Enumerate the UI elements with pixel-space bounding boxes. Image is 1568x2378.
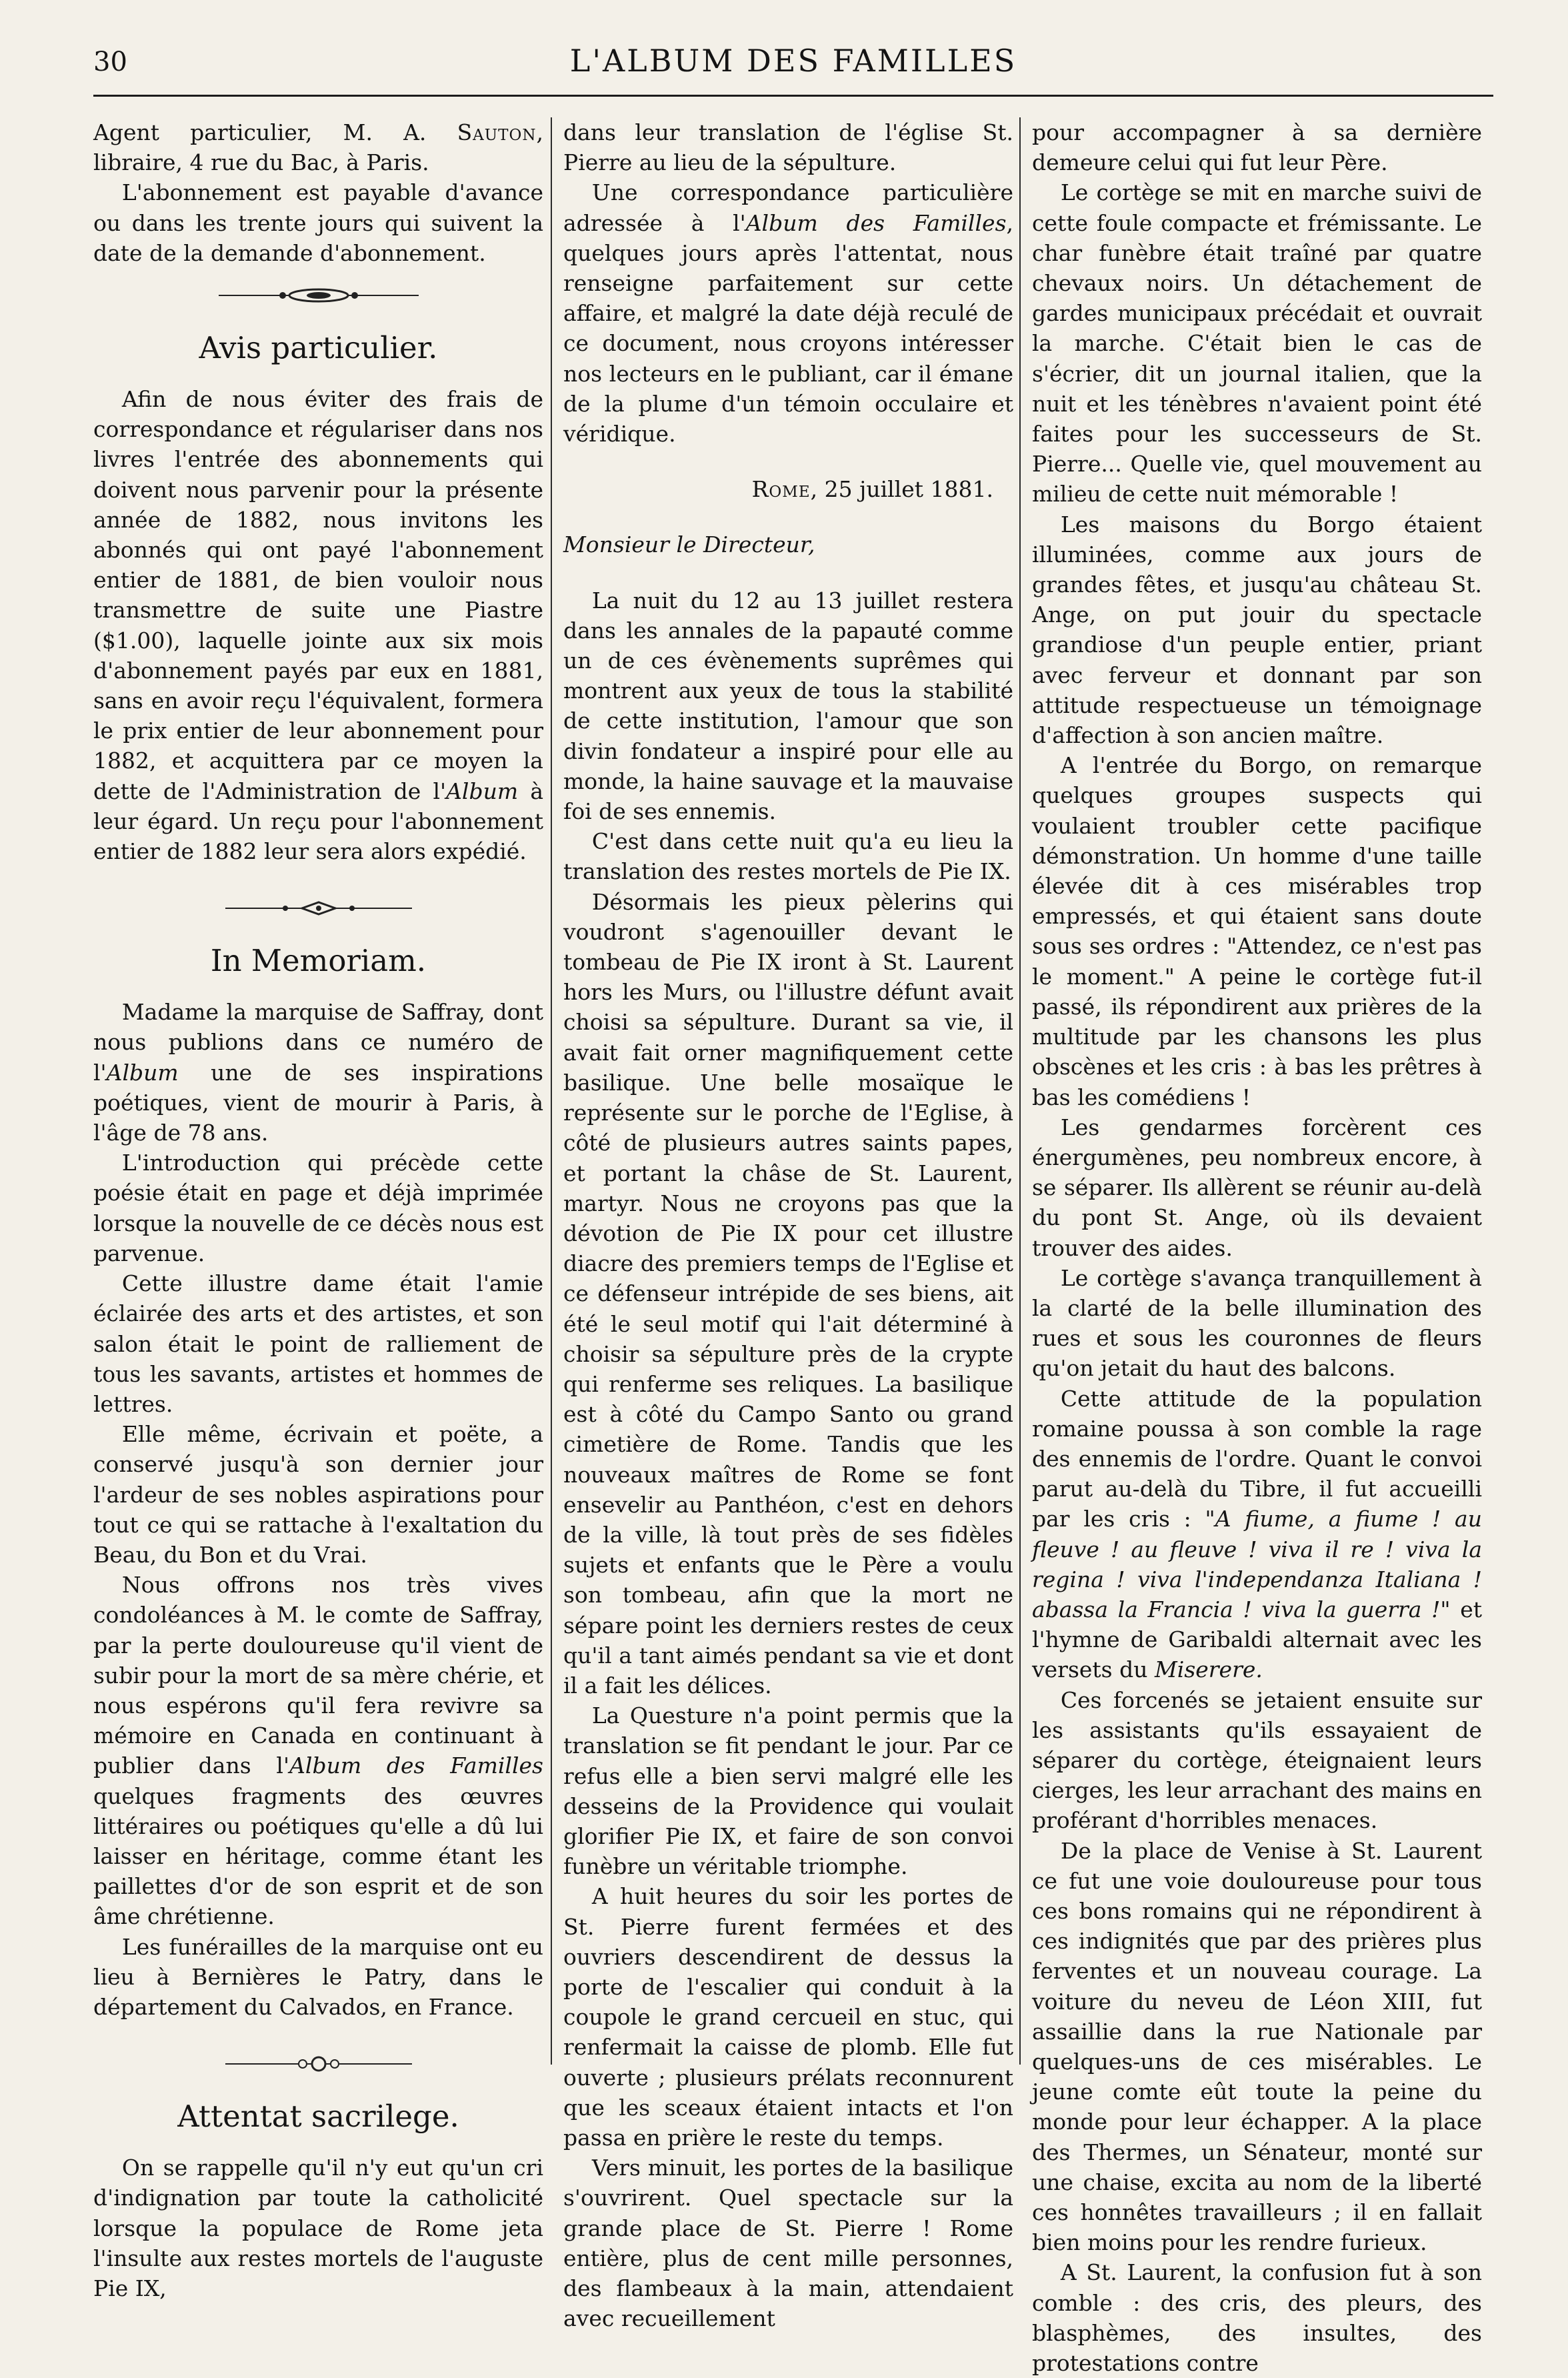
article-paragraph: Les maisons du Borgo étaient illuminées, comme aux jours de grandes fêtes, et jusqu'au château St. Ange, on put jouir du spectacle grandiose d'un peuple entier, priant avec ferveur et donnant par son attitude respectueuse un témoignage d'affection à son ancien maître. (1032, 511, 1482, 749)
ornament-divider (93, 893, 543, 922)
page-header (93, 40, 1493, 93)
column-1 (93, 117, 543, 2303)
article-paragraph: Cette attitude de la population romaine poussa à son comble la rage des ennemis de l'ordre. Quant le convoi parut au-delà du Tibre, il fut accueilli par les cris : "A fiume, a fiume ! au fleuve ! au fleuve ! viva il re ! viva la regina ! viva l'independanza Italiana ! abassa la Francia ! viva la guerra !" et l'hymne de Garibaldi alternait avec les versets du Miserere. (1032, 1385, 1482, 1683)
agent-paragraph: Agent particulier, M. A. Sauton, libraire, 4 rue du Bac, à Paris. (93, 119, 543, 176)
ornament-divider (93, 2049, 543, 2078)
memoriam-heading: In Memoriam. (210, 943, 427, 979)
article-paragraph: La Questure n'a point permis que la translation se fit pendant le jour. Par ce refus elle a bien servi malgré elle les desseins de la Providence qui voulait glorifier Pie IX, et faire de son convoi funèbre un véritable triomphe. (563, 1702, 1013, 1880)
memoriam-paragraph: Cette illustre dame était l'amie éclairée des arts et des artistes, et son salon était le point de ralliement de tous les savants, artistes et hommes de lettres. (93, 1270, 543, 1417)
attentat-paragraph: On se rappelle qu'il n'y eut qu'un cri d'indignation par toute la catholicité lorsque la populace de Rome jeta l'insulte aux restes mortels de l'auguste Pie IX, (93, 2155, 543, 2301)
article-paragraph: Désormais les pieux pèlerins qui voudront s'agenouiller devant le tombeau de Pie IX iront à St. Laurent hors les Murs, ou l'illustre défunt avait choisi sa sépulture. Durant sa vie, il avait fait orner magnifiquement cette basilique. Une belle mosaïque le représente sur le porche de l'Eglise, à côté de plusieurs autres saints papes, et portant la châse de St. Laurent, martyr. Nous ne croyons pas que la dévotion de Pie IX pour cet illustre diacre des premiers temps de l'Eglise et ce défenseur intrépide de ses biens, ait été le seul motif qui l'ait déterminé à choisir sa sépulture près de la crypte qui renferme ses reliques. La basilique est à côté du Campo Santo ou grand cimetière de Rome. Tandis que les nouveaux maîtres de Rome se font ensevelir au Panthéon, c'est en dehors de la ville, là tout près de ses fidèles sujets et enfants que le Père a voulu son tombeau, afin que la mort ne sépare point les derniers restes de ceux qu'il a tant aimés pendant sa vie et dont il a fait les délices. (563, 888, 1013, 1698)
avis-heading: Avis particulier. (199, 330, 438, 366)
column-2 (563, 117, 1013, 2333)
header-rule (93, 95, 1493, 97)
page-number: 30 (93, 47, 127, 77)
article-paragraph: pour accompagner à sa dernière demeure celui qui fut leur Père. (1032, 119, 1482, 176)
ornament-divider-icon (219, 900, 419, 917)
memoriam-paragraph: Elle même, écrivain et poëte, a conservé jusqu'à son dernier jour l'ardeur de ses nobles aspirations pour tout ce qui se rattache à l'exaltation du Beau, du Bon et du Vrai. (93, 1421, 543, 1568)
subscription-note: L'abonnement est payable d'avance ou dans les trente jours qui suivent la date de la demande d'abonnement. (93, 179, 543, 266)
letter-salutation: Monsieur le Directeur, (563, 531, 815, 558)
running-title: L'ALBUM DES FAMILLES (569, 43, 1017, 79)
memoriam-paragraph: L'introduction qui précède cette poésie était en page et déjà imprimée lorsque la nouvelle de ce décès nous est parvenue. (93, 1150, 543, 1266)
memoriam-paragraph: Nous offrons nos très vives condoléances à M. le comte de Saffray, par la perte douloureuse qu'il vient de subir pour la mort de sa mère chérie, et nous espérons qu'il fera revivre sa mémoire en Canada en continuant à publier dans l'Album des Familles quelques fragments des œuvres littéraires ou poétiques qu'elle a dû lui laisser en héritage, comme étant les paillettes d'or de son esprit et de son âme chrétienne. (93, 1572, 543, 1930)
attentat-heading: Attentat sacrilege. (177, 2099, 459, 2135)
article-paragraph: La nuit du 12 au 13 juillet restera dans les annales de la papauté comme un de ces évènements suprêmes qui montrent aux yeux de tous la stabilité de cette institution, l'amour que son divin fondateur a inspiré pour elle au monde, la haine sauvage et la mauvaise foi de ses ennemis. (563, 587, 1013, 825)
memoriam-paragraph: Les funérailles de la marquise ont eu lieu à Bernières le Patry, dans le département du Calvados, en France. (93, 1933, 543, 2020)
article-paragraph: A l'entrée du Borgo, on remarque quelques groupes suspects qui voulaient troubler cette pacifique démonstration. Un homme d'une taille élevée dit à ces misérables trop empressés, et qui étaient sans doute sous ses ordres : "Attendez, ce n'est pas le moment." A peine le cortège fut-il passé, ils répondirent aux prières de la multitude par les chansons les plus obscènes et les cris : à bas les prêtres à bas les comédiens ! (1032, 752, 1482, 1110)
avis-paragraph: Afin de nous éviter des frais de correspondance et régulariser dans nos livres l'entrée des abonnements qui doivent nous parvenir pour la présente année de 1882, nous invitons les abonnés qui ont payé l'abonnement entier de 1881, de bien vouloir nous transmettre de suite une Piastre ($1.00), laquelle jointe aux six mois d'abonnement payés par eux en 1881, sans en avoir reçu l'équivalent, formera le prix entier de leur abonnement pour 1882, et acquittera par ce moyen la dette de l'Administration de l'Album à leur égard. Un reçu pour l'abonnement entier de 1882 leur sera alors expédié. (93, 386, 543, 865)
article-paragraph: De la place de Venise à St. Laurent ce fut une voie douloureuse pour tous ces bons romains qui ne répondirent à ces indignités que par des prières plus ferventes et un nouveau courage. La voiture du neveu de Léon XIII, fut assaillie dans la rue Nationale par quelques-uns de ces misérables. Le jeune comte eût toute la peine du monde pour leur échapper. A la place des Thermes, un Sénateur, monté sur une chaise, excita au nom de la liberté ces honnêtes travailleurs ; il en fallait bien moins pour les rendre furieux. (1032, 1837, 1482, 2256)
article-paragraph: Le cortège s'avança tranquillement à la clarté de la belle illumination des rues et sous les couronnes de fleurs qu'on jetait du haut des balcons. (1032, 1264, 1482, 1382)
article-paragraph: Vers minuit, les portes de la basilique s'ouvrirent. Quel spectacle sur la grande place de St. Pierre ! Rome entière, plus de cent mille personnes, des flambeaux à la main, attendaient avec recueillement (563, 2155, 1013, 2332)
ornament-divider-icon (219, 287, 419, 304)
article-paragraph: Ces forcenés se jetaient ensuite sur les assistants qu'ils essayaient de séparer du cortège, éteignaient leurs cierges, les leur arrachant des mains en proférant d'horribles menaces. (1032, 1686, 1482, 1834)
ornament-divider-icon (219, 2055, 419, 2073)
memoriam-paragraph: Madame la marquise de Saffray, dont nous publions dans ce numéro de l'Album une de ses inspirations poétiques, vient de mourir à Paris, à l'âge de 78 ans. (93, 999, 543, 1146)
article-paragraph: A St. Laurent, la confusion fut à son comble : des cris, des pleurs, des blasphèmes, des insultes, des protestations contre (1032, 2259, 1482, 2377)
article-paragraph: C'est dans cette nuit qu'a eu lieu la translation des restes mortels de Pie IX. (563, 828, 1013, 885)
column-3 (1032, 117, 1482, 2378)
article-paragraph: A huit heures du soir les portes de St. Pierre furent fermées et des ouvriers descendirent de dessus la porte de l'escalier qui conduit à la coupole le grand cercueil en stuc, qui renfermait la caisse de plomb. Elle fut ouverte ; plusieurs prélats reconnurent que les sceaux étaient intacts et l'on passa en prière le reste du temps. (563, 1883, 1013, 2151)
ornament-divider (93, 280, 543, 309)
article-paragraph: Les gendarmes forcèrent ces énergumènes, peu nombreux encore, à se séparer. Ils allèrent se réunir au-delà du pont St. Ange, où ils devaient trouver des aides. (1032, 1114, 1482, 1261)
agent-name: Sauton (457, 119, 537, 145)
column-rule-left (551, 117, 552, 2065)
article-paragraph: Une correspondance particulière adressée à l'Album des Familles, quelques jours après l'attentat, nous renseigne parfaitement sur cette affaire, et malgré la date déjà reculé de ce document, nous croyons intéresser nos lecteurs en le publiant, car il émane de la plume d'un témoin occulaire et véridique. (563, 179, 1013, 447)
article-paragraph: dans leur translation de l'église St. Pierre au lieu de la sépulture. (563, 119, 1013, 176)
column-rule-right (1019, 117, 1021, 2065)
letter-dateline: Rome, 25 juillet 1881. (751, 476, 993, 503)
article-paragraph: Le cortège se mit en marche suivi de cette foule compacte et frémissante. Le char funèbre était traîné par quatre chevaux noirs. Un détachement de gardes municipaux précédait et ouvrait la marche. C'était bien le cas de s'écrier, dit un journal italien, que la nuit et les ténèbres n'avaient point été faites pour les successeurs de St. Pierre... Quelle vie, quel mouvement au milieu de cette nuit mémorable ! (1032, 179, 1482, 507)
